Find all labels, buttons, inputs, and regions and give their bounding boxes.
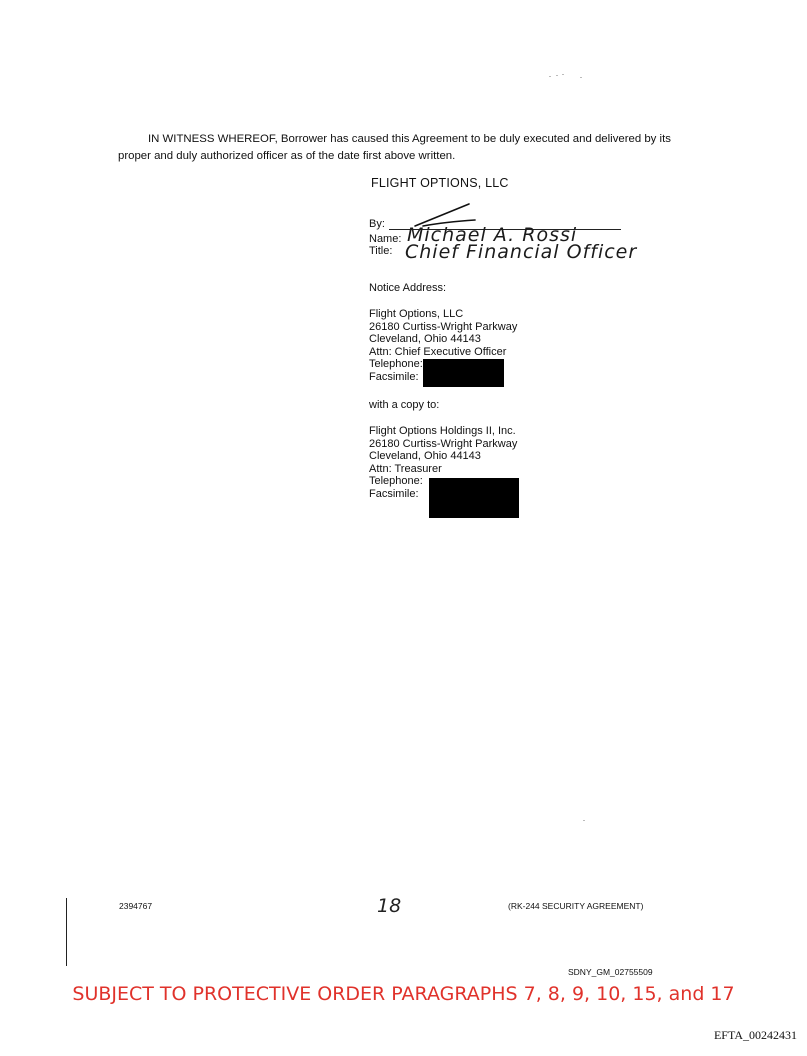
copy-label: with a copy to:	[369, 399, 440, 411]
handwritten-title: Chief Financial Officer	[405, 241, 638, 263]
notice-label: Notice Address:	[369, 282, 447, 294]
scan-speck	[583, 820, 585, 821]
redaction-box	[429, 478, 519, 518]
notice-facsimile-label: Facsimile:	[369, 370, 419, 383]
copy-attn: Attn: Treasurer	[369, 462, 442, 475]
page-number: 18	[377, 895, 402, 917]
signature-block	[369, 218, 669, 278]
notice-address-line: Flight Options, LLC	[369, 308, 464, 320]
scan-speck	[549, 76, 551, 77]
notice-address-line: 26180 Curtiss-Wright Parkway	[369, 320, 518, 333]
notice-address-line: Cleveland, Ohio 44143	[369, 333, 481, 345]
copy-address-line: Cleveland, Ohio 44143	[369, 450, 481, 462]
scan-speck	[580, 77, 582, 78]
handwritten-name: Michael A. Rossi	[407, 224, 578, 246]
redaction-box	[423, 359, 504, 387]
protective-order-notice: SUBJECT TO PROTECTIVE ORDER PARAGRAPHS 7, 8, 9, 10, 15, and 17	[72, 983, 735, 1005]
scan-speck	[562, 74, 564, 75]
copy-telephone-label: Telephone:	[369, 475, 423, 487]
margin-bar	[66, 898, 67, 966]
efta-number: EFTA_00242431	[713, 1028, 797, 1042]
notice-attn: Attn: Chief Executive Officer	[369, 345, 507, 358]
scan-speck	[556, 75, 558, 76]
by-label: By:	[369, 218, 385, 230]
notice-telephone-label: Telephone:	[369, 358, 423, 370]
company-name: FLIGHT OPTIONS, LLC	[371, 176, 509, 190]
copy-address-line: Flight Options Holdings II, Inc.	[369, 425, 516, 437]
bates-number: SDNY_GM_02755509	[568, 967, 653, 977]
footer-doc-id: 2394767	[119, 901, 153, 911]
footer-doc-title: (RK-244 SECURITY AGREEMENT)	[508, 901, 644, 911]
copy-address-line: 26180 Curtiss-Wright Parkway	[369, 437, 518, 450]
name-label: Name:	[369, 233, 402, 245]
copy-facsimile-label: Facsimile:	[369, 487, 419, 500]
title-label: Title:	[369, 245, 393, 257]
witness-paragraph: IN WITNESS WHEREOF, Borrower has caused this Agreement to be duly executed and delivered by its proper and duly authorized officer as of the date first above written.	[118, 133, 671, 162]
